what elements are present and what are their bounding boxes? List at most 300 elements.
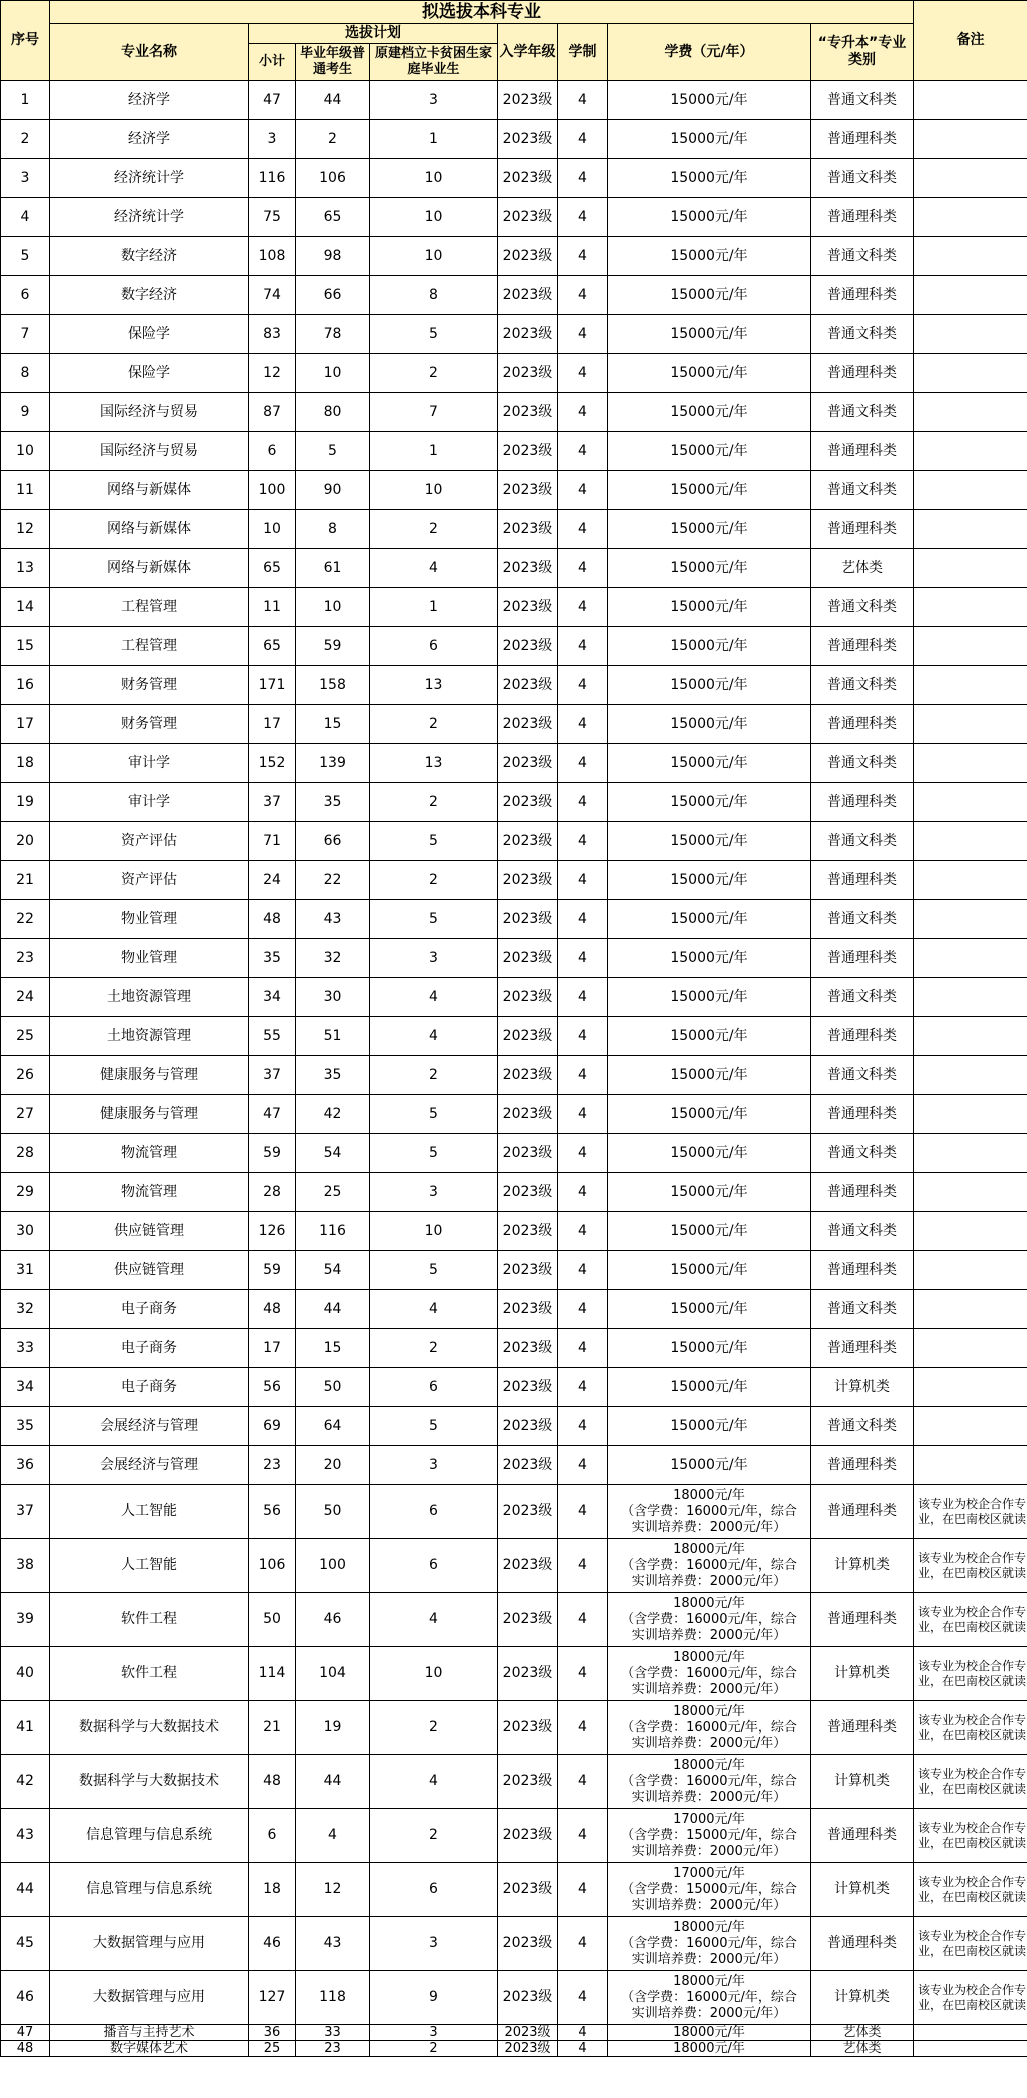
- cell-regular: 116: [296, 1212, 370, 1251]
- cell-index: 36: [1, 1446, 50, 1485]
- cell-year: 2023级: [498, 2025, 558, 2041]
- cell-remark: [914, 1095, 1027, 1134]
- cell-remark: [914, 1407, 1027, 1446]
- cell-category: 普通理科类: [811, 1701, 914, 1755]
- fee-line: 15000元/年: [670, 1378, 748, 1395]
- cell-remark: [914, 1446, 1027, 1485]
- table-row: [1, 939, 1027, 978]
- fee-line: 实训培养费：2000元/年）: [631, 1573, 787, 1589]
- fee-line: 15000元/年: [670, 247, 748, 264]
- cell-subtotal: 83: [249, 315, 296, 354]
- cell-subtotal: 100: [249, 471, 296, 510]
- cell-remark: [914, 159, 1027, 198]
- cell-category: 普通文科类: [811, 1290, 914, 1329]
- cell-poverty: 10: [370, 1212, 498, 1251]
- cell-major: 健康服务与管理: [50, 1056, 249, 1095]
- cell-year: 2023级: [498, 198, 558, 237]
- cell-major: 资产评估: [50, 861, 249, 900]
- cell-regular: 139: [296, 744, 370, 783]
- cell-regular: 106: [296, 159, 370, 198]
- cell-regular: 158: [296, 666, 370, 705]
- cell-category: 普通文科类: [811, 1134, 914, 1173]
- cell-fee: [608, 1290, 811, 1329]
- cell-category: 普通理科类: [811, 276, 914, 315]
- table-row: [1, 81, 1027, 120]
- cell-subtotal: 65: [249, 549, 296, 588]
- fee-line: 15000元/年: [670, 676, 748, 693]
- table-row: [1, 432, 1027, 471]
- table-row: [1, 588, 1027, 627]
- cell-index: 26: [1, 1056, 50, 1095]
- cell-remark: [914, 861, 1027, 900]
- cell-duration: 4: [558, 549, 608, 588]
- cell-duration: 4: [558, 900, 608, 939]
- cell-subtotal: 47: [249, 1095, 296, 1134]
- fee-line: 18000元/年: [673, 1595, 745, 1611]
- cell-subtotal: 65: [249, 627, 296, 666]
- cell-poverty: 4: [370, 549, 498, 588]
- cell-subtotal: 47: [249, 81, 296, 120]
- cell-index: 11: [1, 471, 50, 510]
- cell-remark: 该专业为校企合作专业，在巴南校区就读: [914, 1971, 1027, 2025]
- cell-duration: 4: [558, 588, 608, 627]
- cell-fee: [608, 744, 811, 783]
- fee-line: 15000元/年: [670, 481, 748, 498]
- cell-regular: 19: [296, 1701, 370, 1755]
- cell-regular: 8: [296, 510, 370, 549]
- cell-duration: 4: [558, 978, 608, 1017]
- cell-poverty: 4: [370, 1593, 498, 1647]
- cell-regular: 15: [296, 1329, 370, 1368]
- cell-year: 2023级: [498, 432, 558, 471]
- cell-index: 44: [1, 1863, 50, 1917]
- cell-index: 37: [1, 1485, 50, 1539]
- cell-subtotal: 46: [249, 1917, 296, 1971]
- cell-remark: [914, 510, 1027, 549]
- cell-remark: [914, 1134, 1027, 1173]
- fee-line: 18000元/年: [673, 1487, 745, 1503]
- cell-year: 2023级: [498, 120, 558, 159]
- fee-line: 实训培养费：2000元/年）: [631, 1627, 787, 1643]
- cell-index: 33: [1, 1329, 50, 1368]
- cell-fee: [608, 1446, 811, 1485]
- cell-duration: 4: [558, 1329, 608, 1368]
- cell-duration: 4: [558, 705, 608, 744]
- cell-remark: 该专业为校企合作专业，在巴南校区就读: [914, 1593, 1027, 1647]
- cell-major: 大数据管理与应用: [50, 1971, 249, 2025]
- cell-index: 2: [1, 120, 50, 159]
- cell-remark: [914, 1368, 1027, 1407]
- cell-major: 会展经济与管理: [50, 1407, 249, 1446]
- cell-year: 2023级: [498, 1917, 558, 1971]
- cell-fee: [608, 1755, 811, 1809]
- cell-duration: 4: [558, 120, 608, 159]
- cell-remark: [914, 900, 1027, 939]
- cell-subtotal: 56: [249, 1485, 296, 1539]
- cell-poverty: 10: [370, 198, 498, 237]
- fee-line: 15000元/年: [670, 403, 748, 420]
- cell-category: 普通理科类: [811, 783, 914, 822]
- cell-fee: [608, 1407, 811, 1446]
- fee-line: 18000元/年: [673, 1703, 745, 1719]
- cell-remark: [914, 978, 1027, 1017]
- cell-duration: 4: [558, 1971, 608, 2025]
- cell-index: 20: [1, 822, 50, 861]
- cell-fee: [608, 588, 811, 627]
- cell-category: 普通理科类: [811, 1251, 914, 1290]
- table-row: [1, 1539, 1027, 1593]
- cell-remark: [914, 549, 1027, 588]
- cell-regular: 66: [296, 822, 370, 861]
- cell-index: 25: [1, 1017, 50, 1056]
- cell-major: 供应链管理: [50, 1212, 249, 1251]
- fee-line: 15000元/年: [670, 793, 748, 810]
- cell-year: 2023级: [498, 1971, 558, 2025]
- cell-major: 土地资源管理: [50, 1017, 249, 1056]
- cell-subtotal: 3: [249, 120, 296, 159]
- cell-fee: [608, 315, 811, 354]
- cell-year: 2023级: [498, 1446, 558, 1485]
- table-row: [1, 159, 1027, 198]
- cell-index: 22: [1, 900, 50, 939]
- cell-duration: 4: [558, 1095, 608, 1134]
- table-row: [1, 783, 1027, 822]
- cell-duration: 4: [558, 198, 608, 237]
- cell-regular: 22: [296, 861, 370, 900]
- cell-regular: 50: [296, 1368, 370, 1407]
- cell-fee: [608, 939, 811, 978]
- fee-line: 15000元/年: [670, 364, 748, 381]
- cell-subtotal: 12: [249, 354, 296, 393]
- cell-subtotal: 116: [249, 159, 296, 198]
- cell-poverty: 7: [370, 393, 498, 432]
- table-row: [1, 198, 1027, 237]
- cell-major: 网络与新媒体: [50, 510, 249, 549]
- cell-regular: 54: [296, 1251, 370, 1290]
- cell-index: 34: [1, 1368, 50, 1407]
- cell-duration: 4: [558, 666, 608, 705]
- cell-poverty: 1: [370, 120, 498, 159]
- cell-index: 30: [1, 1212, 50, 1251]
- header-poverty: 原建档立卡贫困生家庭毕业生: [370, 44, 498, 81]
- table-row: [1, 1485, 1027, 1539]
- cell-remark: 该专业为校企合作专业，在巴南校区就读: [914, 1917, 1027, 1971]
- cell-category: 计算机类: [811, 1368, 914, 1407]
- cell-major: 网络与新媒体: [50, 549, 249, 588]
- cell-poverty: 2: [370, 1329, 498, 1368]
- cell-major: 数据科学与大数据技术: [50, 1701, 249, 1755]
- cell-remark: [914, 588, 1027, 627]
- fee-line: 15000元/年: [670, 286, 748, 303]
- cell-index: 4: [1, 198, 50, 237]
- cell-poverty: 5: [370, 900, 498, 939]
- table-row: [1, 1917, 1027, 1971]
- cell-major: 数字经济: [50, 276, 249, 315]
- fee-line: 15000元/年: [670, 559, 748, 576]
- header-index: 序号: [1, 1, 50, 81]
- cell-regular: 61: [296, 549, 370, 588]
- cell-regular: 35: [296, 783, 370, 822]
- cell-category: 艺体类: [811, 2041, 914, 2057]
- cell-index: 1: [1, 81, 50, 120]
- table-row: [1, 1446, 1027, 1485]
- cell-duration: 4: [558, 276, 608, 315]
- cell-major: 物业管理: [50, 939, 249, 978]
- cell-duration: 4: [558, 939, 608, 978]
- cell-poverty: 2: [370, 1056, 498, 1095]
- cell-duration: 4: [558, 1593, 608, 1647]
- cell-year: 2023级: [498, 237, 558, 276]
- cell-subtotal: 17: [249, 705, 296, 744]
- cell-remark: [914, 237, 1027, 276]
- cell-poverty: 2: [370, 510, 498, 549]
- cell-fee: [608, 978, 811, 1017]
- cell-major: 数字经济: [50, 237, 249, 276]
- cell-fee: [608, 1647, 811, 1701]
- cell-index: 23: [1, 939, 50, 978]
- fee-line: （含学费：15000元/年，综合: [621, 1881, 797, 1897]
- fee-line: 15000元/年: [670, 1183, 748, 1200]
- cell-regular: 64: [296, 1407, 370, 1446]
- cell-index: 15: [1, 627, 50, 666]
- cell-duration: 4: [558, 1017, 608, 1056]
- cell-index: 17: [1, 705, 50, 744]
- fee-line: 实训培养费：2000元/年）: [631, 1789, 787, 1805]
- cell-year: 2023级: [498, 159, 558, 198]
- cell-category: 普通文科类: [811, 588, 914, 627]
- cell-fee: [608, 1134, 811, 1173]
- cell-fee: [608, 1971, 811, 2025]
- cell-major: 数字媒体艺术: [50, 2041, 249, 2057]
- cell-regular: 25: [296, 1173, 370, 1212]
- cell-year: 2023级: [498, 1290, 558, 1329]
- cell-poverty: 10: [370, 471, 498, 510]
- cell-major: 会展经济与管理: [50, 1446, 249, 1485]
- cell-major: 经济学: [50, 81, 249, 120]
- fee-line: 15000元/年: [670, 442, 748, 459]
- cell-remark: [914, 627, 1027, 666]
- fee-line: 15000元/年: [670, 1300, 748, 1317]
- cell-remark: [914, 315, 1027, 354]
- cell-category: 普通理科类: [811, 1485, 914, 1539]
- cell-subtotal: 28: [249, 1173, 296, 1212]
- cell-fee: [608, 705, 811, 744]
- cell-poverty: 5: [370, 1095, 498, 1134]
- cell-year: 2023级: [498, 1539, 558, 1593]
- cell-category: 普通理科类: [811, 861, 914, 900]
- cell-duration: 4: [558, 1647, 608, 1701]
- cell-fee: [608, 1485, 811, 1539]
- cell-poverty: 2: [370, 1809, 498, 1863]
- cell-major: 供应链管理: [50, 1251, 249, 1290]
- cell-year: 2023级: [498, 900, 558, 939]
- cell-fee: [608, 276, 811, 315]
- cell-major: 国际经济与贸易: [50, 393, 249, 432]
- cell-major: 经济统计学: [50, 159, 249, 198]
- fee-line: 18000元/年: [673, 2024, 745, 2040]
- cell-regular: 4: [296, 1809, 370, 1863]
- cell-index: 21: [1, 861, 50, 900]
- cell-regular: 90: [296, 471, 370, 510]
- cell-category: 普通理科类: [811, 1917, 914, 1971]
- cell-remark: [914, 705, 1027, 744]
- table-row: [1, 1056, 1027, 1095]
- cell-remark: [914, 1251, 1027, 1290]
- header-fee: 学费（元/年）: [608, 24, 811, 81]
- cell-subtotal: 87: [249, 393, 296, 432]
- cell-major: 保险学: [50, 315, 249, 354]
- cell-category: 计算机类: [811, 1971, 914, 2025]
- table-row: [1, 1971, 1027, 2025]
- cell-remark: [914, 1056, 1027, 1095]
- cell-regular: 35: [296, 1056, 370, 1095]
- fee-line: 实训培养费：2000元/年）: [631, 1681, 787, 1697]
- fee-line: （含学费：16000元/年，综合: [621, 1989, 797, 2005]
- header-plan-group: 选拔计划: [249, 24, 498, 44]
- fee-line: 18000元/年: [673, 1541, 745, 1557]
- cell-category: 普通文科类: [811, 159, 914, 198]
- cell-year: 2023级: [498, 549, 558, 588]
- cell-duration: 4: [558, 354, 608, 393]
- cell-index: 16: [1, 666, 50, 705]
- cell-year: 2023级: [498, 354, 558, 393]
- cell-year: 2023级: [498, 81, 558, 120]
- cell-remark: [914, 1329, 1027, 1368]
- cell-duration: 4: [558, 783, 608, 822]
- cell-remark: [914, 120, 1027, 159]
- cell-subtotal: 21: [249, 1701, 296, 1755]
- cell-fee: [608, 354, 811, 393]
- cell-poverty: 4: [370, 978, 498, 1017]
- cell-fee: [608, 159, 811, 198]
- cell-year: 2023级: [498, 1056, 558, 1095]
- header-remark: 备注: [914, 1, 1027, 81]
- cell-fee: [608, 1251, 811, 1290]
- cell-major: 国际经济与贸易: [50, 432, 249, 471]
- cell-duration: 4: [558, 2041, 608, 2057]
- cell-duration: 4: [558, 315, 608, 354]
- table-row: [1, 744, 1027, 783]
- cell-category: 计算机类: [811, 1539, 914, 1593]
- cell-year: 2023级: [498, 1017, 558, 1056]
- table-row: [1, 1017, 1027, 1056]
- cell-remark: [914, 1212, 1027, 1251]
- cell-major: 土地资源管理: [50, 978, 249, 1017]
- cell-major: 电子商务: [50, 1290, 249, 1329]
- table-row: [1, 1809, 1027, 1863]
- fee-line: 18000元/年: [673, 2040, 745, 2056]
- cell-category: 普通理科类: [811, 1809, 914, 1863]
- cell-regular: 10: [296, 354, 370, 393]
- cell-poverty: 2: [370, 783, 498, 822]
- cell-fee: [608, 1863, 811, 1917]
- cell-poverty: 3: [370, 2025, 498, 2041]
- cell-major: 财务管理: [50, 705, 249, 744]
- cell-fee: [608, 1701, 811, 1755]
- fee-line: 15000元/年: [670, 637, 748, 654]
- cell-duration: 4: [558, 744, 608, 783]
- cell-regular: 44: [296, 81, 370, 120]
- cell-major: 网络与新媒体: [50, 471, 249, 510]
- cell-major: 数据科学与大数据技术: [50, 1755, 249, 1809]
- header-duration: 学制: [558, 24, 608, 81]
- table-row: [1, 978, 1027, 1017]
- header-major: 专业名称: [50, 24, 249, 81]
- fee-line: 15000元/年: [670, 910, 748, 927]
- cell-subtotal: 11: [249, 588, 296, 627]
- cell-major: 人工智能: [50, 1485, 249, 1539]
- cell-category: 普通文科类: [811, 1056, 914, 1095]
- cell-poverty: 6: [370, 627, 498, 666]
- fee-line: 18000元/年: [673, 1757, 745, 1773]
- cell-regular: 118: [296, 1971, 370, 2025]
- cell-subtotal: 36: [249, 2025, 296, 2041]
- cell-remark: 该专业为校企合作专业，在巴南校区就读: [914, 1809, 1027, 1863]
- cell-poverty: 5: [370, 822, 498, 861]
- table-row: [1, 1407, 1027, 1446]
- cell-subtotal: 35: [249, 939, 296, 978]
- cell-year: 2023级: [498, 1134, 558, 1173]
- cell-regular: 30: [296, 978, 370, 1017]
- table-row: [1, 1095, 1027, 1134]
- cell-regular: 42: [296, 1095, 370, 1134]
- fee-line: （含学费：16000元/年，综合: [621, 1935, 797, 1951]
- table-row: [1, 276, 1027, 315]
- table-row: [1, 1368, 1027, 1407]
- cell-index: 14: [1, 588, 50, 627]
- cell-regular: 32: [296, 939, 370, 978]
- cell-remark: [914, 471, 1027, 510]
- cell-year: 2023级: [498, 861, 558, 900]
- cell-regular: 100: [296, 1539, 370, 1593]
- cell-fee: [608, 2025, 811, 2041]
- cell-year: 2023级: [498, 627, 558, 666]
- cell-duration: 4: [558, 510, 608, 549]
- cell-poverty: 4: [370, 1017, 498, 1056]
- cell-poverty: 4: [370, 1290, 498, 1329]
- cell-remark: 该专业为校企合作专业，在巴南校区就读: [914, 1863, 1027, 1917]
- table-row: [1, 1863, 1027, 1917]
- cell-fee: [608, 1809, 811, 1863]
- cell-major: 大数据管理与应用: [50, 1917, 249, 1971]
- fee-line: 15000元/年: [670, 520, 748, 537]
- cell-subtotal: 106: [249, 1539, 296, 1593]
- cell-index: 7: [1, 315, 50, 354]
- fee-line: 实训培养费：2000元/年）: [631, 1843, 787, 1859]
- cell-year: 2023级: [498, 1647, 558, 1701]
- cell-remark: [914, 276, 1027, 315]
- cell-duration: 4: [558, 1446, 608, 1485]
- cell-fee: [608, 120, 811, 159]
- cell-poverty: 5: [370, 1407, 498, 1446]
- cell-fee: [608, 471, 811, 510]
- cell-subtotal: 34: [249, 978, 296, 1017]
- cell-regular: 98: [296, 237, 370, 276]
- cell-major: 人工智能: [50, 1539, 249, 1593]
- fee-line: 15000元/年: [670, 1027, 748, 1044]
- table-body: [1, 81, 1027, 2057]
- table-row: [1, 1329, 1027, 1368]
- cell-index: 40: [1, 1647, 50, 1701]
- fee-line: 17000元/年: [673, 1865, 745, 1881]
- cell-major: 保险学: [50, 354, 249, 393]
- cell-remark: [914, 2025, 1027, 2041]
- cell-remark: [914, 1017, 1027, 1056]
- cell-poverty: 6: [370, 1539, 498, 1593]
- cell-category: 普通文科类: [811, 1407, 914, 1446]
- cell-category: 普通理科类: [811, 1446, 914, 1485]
- cell-index: 45: [1, 1917, 50, 1971]
